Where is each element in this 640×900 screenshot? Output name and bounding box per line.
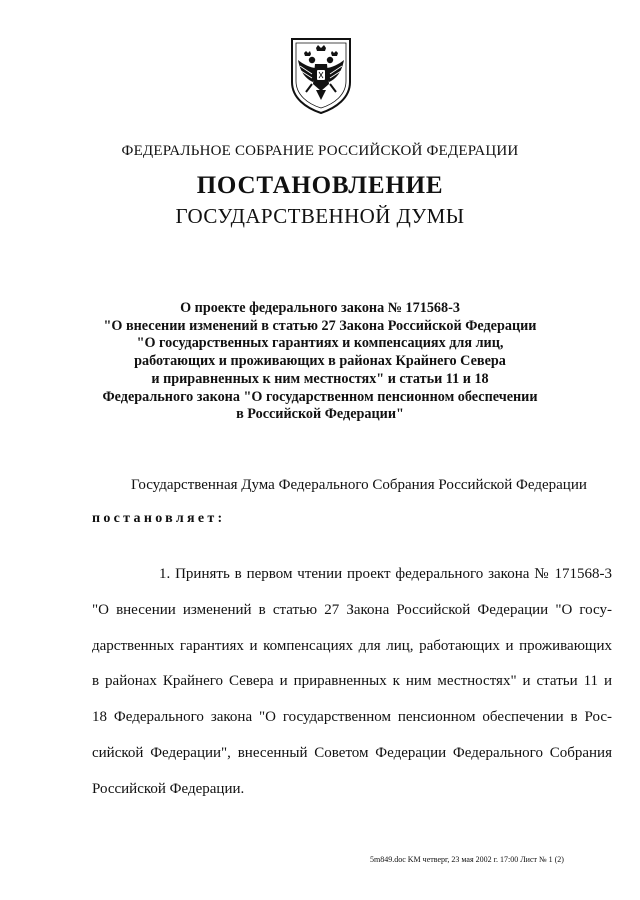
clause-line: сийской Федерации", внесенный Советом Федерации Федерального Собрания — [92, 744, 612, 761]
subject-line: О проекте федерального закона № 171568-3 — [180, 300, 460, 316]
clause-line: 1. Принять в первом чтении проект федерального закона № 171568-3 — [159, 566, 612, 582]
subject-line: и приравненных к ним местностях" и статьи 11 и 18 — [151, 370, 489, 387]
subject-line: "О государственных гарантиях и компенсациях для лиц, — [136, 335, 504, 352]
document-footer: 5m849.doc KM четверг, 23 мая 2002 г. 17:00 Лист № 1 (2) — [370, 855, 564, 864]
subject-line: "О внесении изменений в статью 27 Закона Российской Федерации — [103, 317, 537, 334]
clause-line: в районах Крайнего Севера и приравненных к ним местностях" и статьи 11 и — [92, 673, 612, 690]
preamble-text: Государственная Дума Федерального Собрания Российской Федерации — [131, 477, 587, 493]
resolves-word: постановляет: — [92, 511, 226, 526]
resolution-subject — [60, 300, 580, 424]
state-emblem — [288, 36, 354, 116]
organization-name: ФЕДЕРАЛЬНОЕ СОБРАНИЕ РОССИЙСКОЙ ФЕДЕРАЦИИ — [121, 143, 519, 159]
subject-line: в Российской Федерации" — [236, 406, 404, 423]
subject-line: Федерального закона "О государственном пенсионном обеспечении — [102, 388, 538, 405]
russian-double-headed-eagle-icon — [288, 36, 354, 116]
subject-line: работающих и проживающих в районах Крайнего Севера — [134, 353, 506, 370]
clause-1 — [92, 557, 612, 808]
clause-line: дарственных гарантиях и компенсациях для лиц, работающих и проживающих — [92, 637, 612, 654]
clause-line: 18 Федерального закона "О государственном пенсионном обеспечении в Рос- — [92, 709, 612, 726]
clause-line: Российской Федерации. — [92, 780, 245, 797]
document-type-title: ПОСТАНОВЛЕНИЕ — [196, 172, 444, 199]
clause-line: "О внесении изменений в статью 27 Закона Российской Федерации "О госу- — [92, 601, 612, 618]
issuer-name: ГОСУДАРСТВЕННОЙ ДУМЫ — [175, 204, 465, 228]
